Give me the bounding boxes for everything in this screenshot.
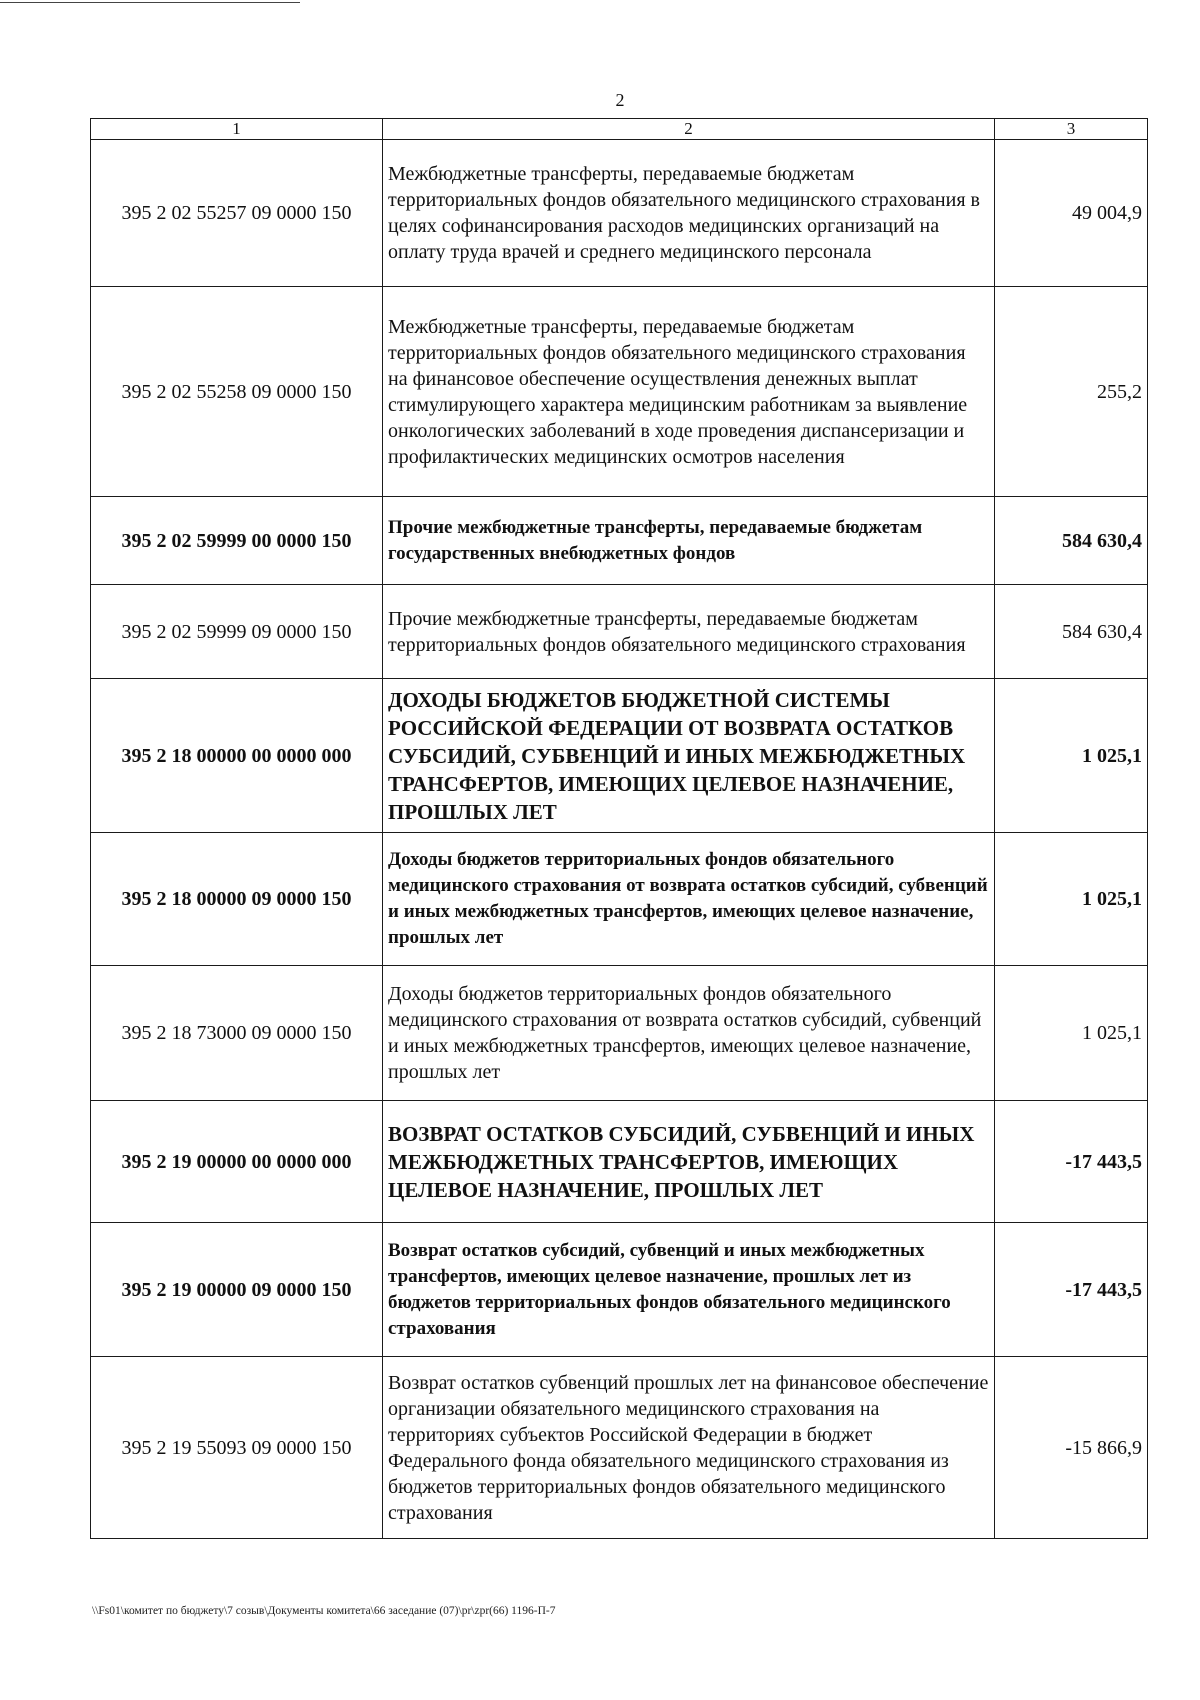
row-description: ДОХОДЫ БЮДЖЕТОВ БЮДЖЕТНОЙ СИСТЕМЫ РОССИЙСКОЙ ФЕДЕРАЦИИ ОТ ВОЗВРАТА ОСТАТКОВ СУБСИДИЙ, СУБВЕНЦИЙ И ИНЫХ МЕЖБЮДЖЕТНЫХ ТРАНСФЕРТОВ, ИМЕЮЩИХ ЦЕЛЕВОЕ НАЗНАЧЕНИЕ, ПРОШЛЫХ ЛЕТ	[383, 679, 995, 833]
row-code: 395 2 19 00000 09 0000 150	[91, 1223, 383, 1357]
row-code: 395 2 02 55258 09 0000 150	[91, 287, 383, 497]
row-description: ВОЗВРАТ ОСТАТКОВ СУБСИДИЙ, СУБВЕНЦИЙ И ИНЫХ МЕЖБЮДЖЕТНЫХ ТРАНСФЕРТОВ, ИМЕЮЩИХ ЦЕЛЕВОЕ НАЗНАЧЕНИЕ, ПРОШЛЫХ ЛЕТ	[383, 1101, 995, 1223]
row-code: 395 2 19 55093 09 0000 150	[91, 1357, 383, 1539]
row-code: 395 2 18 00000 00 0000 000	[91, 679, 383, 833]
row-amount: 1 025,1	[995, 679, 1148, 833]
row-description: Доходы бюджетов территориальных фондов обязательного медицинского страхования от возврата остатков субсидий, субвенций и иных межбюджетных трансфертов, имеющих целевое назначение, прошлых лет	[383, 966, 995, 1101]
row-amount: -17 443,5	[995, 1101, 1148, 1223]
column-header-name: 2	[383, 119, 995, 140]
table-row	[91, 140, 1148, 287]
table-row	[91, 1223, 1148, 1357]
table-row	[91, 287, 1148, 497]
row-description: Возврат остатков субвенций прошлых лет на финансовое обеспечение организации обязательного медицинского страхования на территориях субъектов Российской Федерации в бюджет Федерального фонда обязательного медицинского страхования из бюджетов территориальных фондов обязательного медицинского страхования	[383, 1357, 995, 1539]
column-header-code: 1	[91, 119, 383, 140]
table-row	[91, 497, 1148, 585]
row-code: 395 2 18 73000 09 0000 150	[91, 966, 383, 1101]
row-amount: 255,2	[995, 287, 1148, 497]
top-scan-line	[0, 2, 300, 3]
row-description: Межбюджетные трансферты, передаваемые бюджетам территориальных фондов обязательного медицинского страхования на финансовое обеспечение осуществления денежных выплат стимулирующего характера медицинским работникам за выявление онкологических заболеваний в ходе проведения диспансеризации и профилактических медицинских осмотров населения	[383, 287, 995, 497]
page-number: 2	[615, 90, 625, 110]
table-row	[91, 585, 1148, 679]
row-description: Прочие межбюджетные трансферты, передаваемые бюджетам территориальных фондов обязательного медицинского страхования	[383, 585, 995, 679]
row-code: 395 2 19 00000 00 0000 000	[91, 1101, 383, 1223]
row-code: 395 2 18 00000 09 0000 150	[91, 833, 383, 966]
row-amount: 584 630,4	[995, 497, 1148, 585]
row-code: 395 2 02 59999 09 0000 150	[91, 585, 383, 679]
row-description: Доходы бюджетов территориальных фондов обязательного медицинского страхования от возврата остатков субсидий, субвенций и иных межбюджетных трансфертов, имеющих целевое назначение, прошлых лет	[383, 833, 995, 966]
column-header-amount: 3	[995, 119, 1148, 140]
row-amount: 1 025,1	[995, 833, 1148, 966]
row-code: 395 2 02 55257 09 0000 150	[91, 140, 383, 287]
table-row	[91, 1101, 1148, 1223]
row-amount: -15 866,9	[995, 1357, 1148, 1539]
table-row	[91, 679, 1148, 833]
row-amount: 584 630,4	[995, 585, 1148, 679]
row-description: Возврат остатков субсидий, субвенций и иных межбюджетных трансфертов, имеющих целевое назначение, прошлых лет из бюджетов территориальных фондов обязательного медицинского страхования	[383, 1223, 995, 1357]
row-description: Прочие межбюджетные трансферты, передаваемые бюджетам государственных внебюджетных фондов	[383, 497, 995, 585]
row-amount: -17 443,5	[995, 1223, 1148, 1357]
table-row	[91, 833, 1148, 966]
table-row	[91, 966, 1148, 1101]
row-code: 395 2 02 59999 00 0000 150	[91, 497, 383, 585]
row-amount: 49 004,9	[995, 140, 1148, 287]
budget-revenue-table	[90, 118, 1148, 1539]
row-description: Межбюджетные трансферты, передаваемые бюджетам территориальных фондов обязательного медицинского страхования в целях софинансирования расходов медицинских организаций на оплату труда врачей и среднего медицинского персонала	[383, 140, 995, 287]
footer-file-path: \\Fs01\комитет по бюджету\7 созыв\Документы комитета\66 заседание (07)\pr\zpr(66) 1196-П-7	[92, 1605, 556, 1617]
table-row	[91, 1357, 1148, 1539]
table-header-row	[91, 119, 1148, 140]
row-amount: 1 025,1	[995, 966, 1148, 1101]
